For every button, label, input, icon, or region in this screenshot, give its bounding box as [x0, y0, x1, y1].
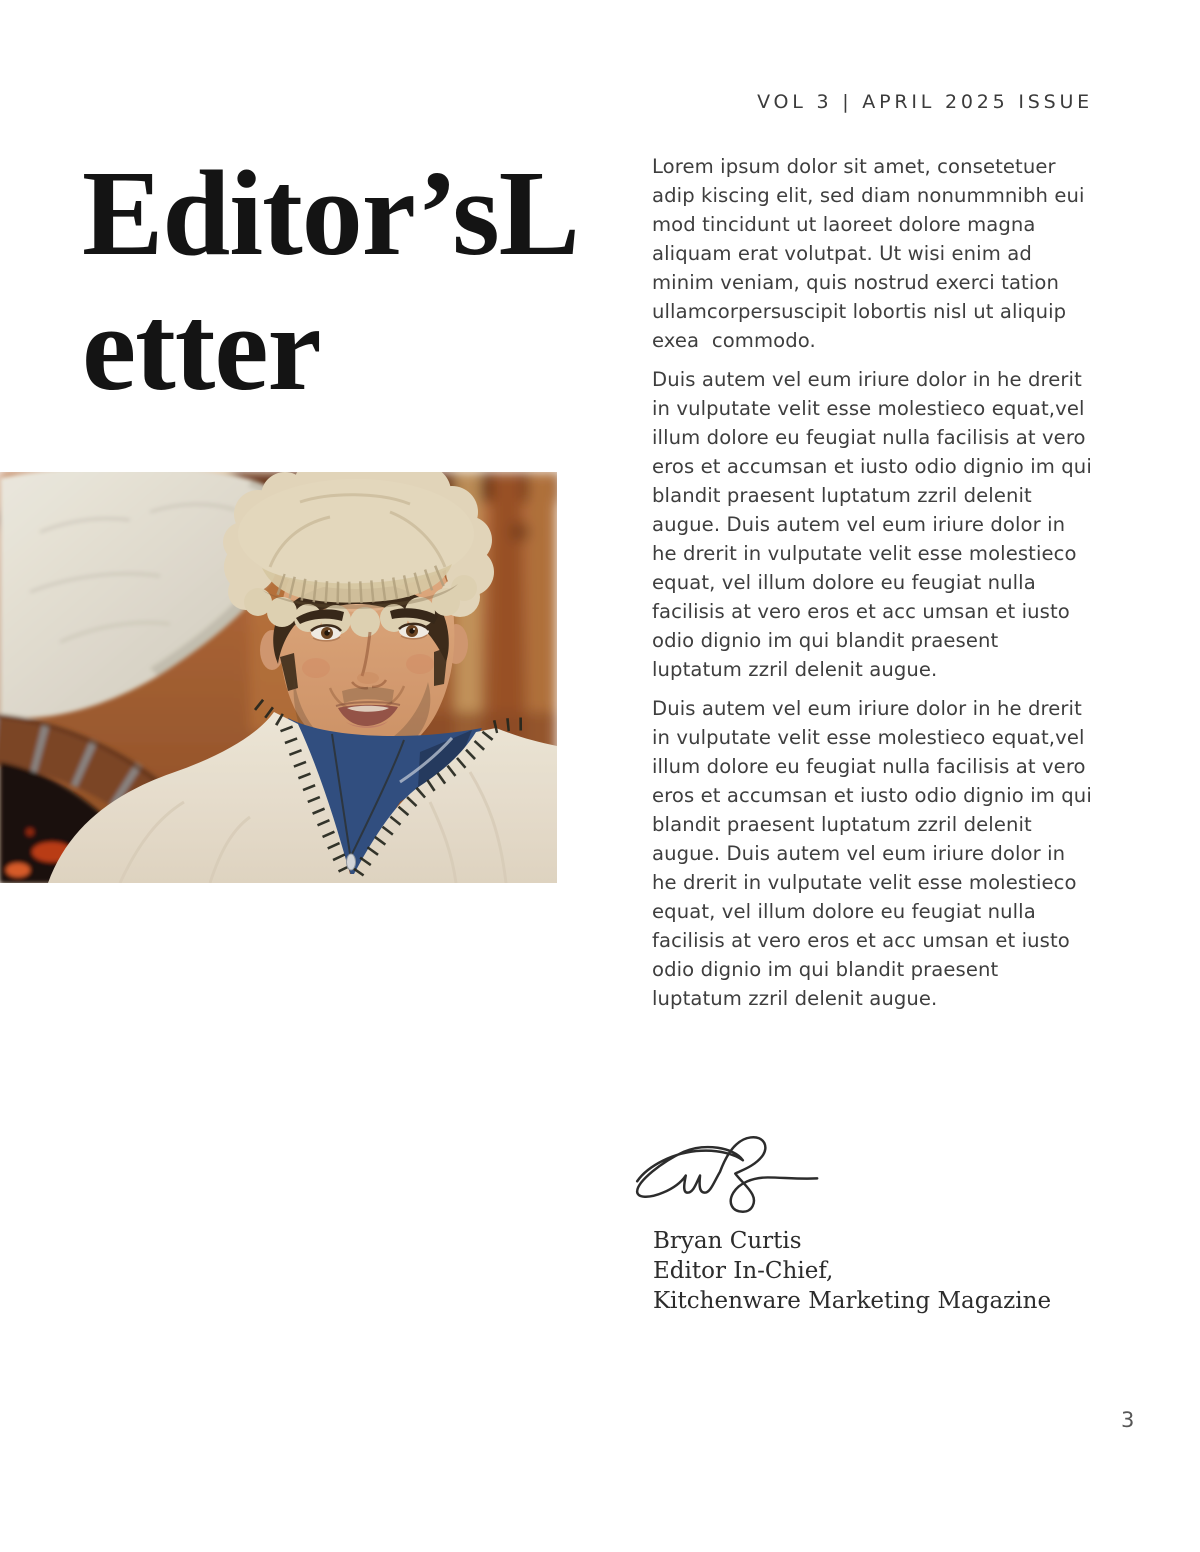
- page-number: 3: [1121, 1408, 1135, 1432]
- page-title-line-1: Editor’sL: [82, 146, 580, 281]
- signature: [628, 1126, 834, 1226]
- signature-scribble: [628, 1126, 834, 1226]
- letter-paragraph: Duis autem vel eum iriure dolor in he drerit in vulputate velit esse molestieco equat,vel illum dolore eu feugiat nulla facilisis at vero eros et accumsan et iusto odio dignio im qui blandit praesent luptatum zzril delenit augue. Duis autem vel eum iriure dolor in he drerit in vulputate velit esse molestieco equat, vel illum dolore eu feugiat nulla facilisis at vero eros et acc umsan et iusto odio dignio im qui blandit praesent luptatum zzril delenit augue.: [652, 697, 1099, 1010]
- page-title: [82, 146, 642, 416]
- letter-paragraph: Duis autem vel eum iriure dolor in he drerit in vulputate velit esse molestieco equat,vel illum dolore eu feugiat nulla facilisis at vero eros et accumsan et iusto odio dignio im qui blandit praesent luptatum zzril delenit augue. Duis autem vel eum iriure dolor in he drerit in vulputate velit esse molestieco equat, vel illum dolore eu feugiat nulla facilisis at vero eros et acc umsan et iusto odio dignio im qui blandit praesent luptatum zzril delenit augue.: [652, 368, 1099, 681]
- signoff-role: Editor In-Chief,: [653, 1258, 834, 1284]
- letter-paragraph: Lorem ipsum dolor sit amet, consetetuer adip kiscing elit, sed diam nonummnibh eui mod tincidunt ut laoreet dolore magna aliquam erat volutpat. Ut wisi enim ad minim veniam, quis nostrud exerci tation ullamcorpersuscipit lobortis nisl ut aliquip exea commodo.: [652, 155, 1091, 352]
- signoff-organization: Kitchenware Marketing Magazine: [653, 1288, 1052, 1314]
- editor-photo: [0, 472, 557, 883]
- editor-letter-body: [652, 152, 1099, 1023]
- editor-photo-illustration: [0, 472, 557, 883]
- page-title-line-2: etter: [82, 281, 321, 416]
- signoff-name: Bryan Curtis: [653, 1228, 802, 1254]
- signoff-block: [653, 1226, 1051, 1316]
- issue-line: VOL 3 | APRIL 2025 ISSUE: [757, 91, 1093, 113]
